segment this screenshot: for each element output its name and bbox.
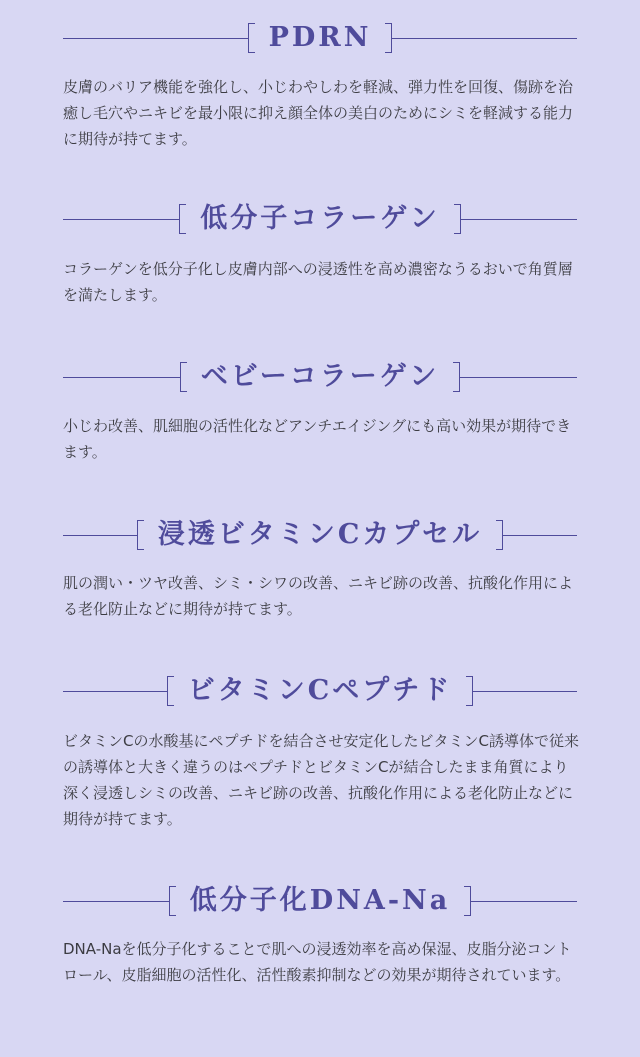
section-description: DNA-Naを低分子化することで肌への浸透効率を高め保湿、皮脂分泌コントロール、皮脂細胞の活性化、活性酸素抑制などの効果が期待されています。: [63, 940, 572, 984]
section-heading: [63, 199, 577, 239]
section-heading: [63, 357, 577, 397]
section-title: ビタミンCペプチド: [187, 675, 453, 706]
heading-rule-left: [63, 535, 137, 536]
bracketed-title: [169, 881, 471, 921]
right-bracket-icon: [385, 23, 392, 53]
heading-rule-right: [503, 535, 577, 536]
heading-rule-left: [63, 377, 180, 378]
heading-rule-right: [460, 377, 577, 378]
section-title: PDRN: [268, 22, 372, 53]
left-bracket-icon: [180, 362, 187, 392]
heading-rule-right: [461, 219, 577, 220]
bracketed-title: [167, 671, 474, 711]
section-description: 皮膚のバリア機能を強化し、小じわやしわを軽減、弾力性を回復、傷跡を治癒し毛穴やニキビを最小限に抑え顔全体の美白のためにシミを軽減する能力に期待が持てます。: [63, 78, 574, 148]
right-bracket-icon: [453, 362, 460, 392]
section-description: 肌の潤い・ツヤ改善、シミ・シワの改善、ニキビ跡の改善、抗酸化作用による老化防止などに期待が持てます。: [63, 574, 574, 618]
left-bracket-icon: [179, 204, 186, 234]
bracketed-title: [137, 515, 503, 555]
left-bracket-icon: [167, 676, 174, 706]
section-heading: [63, 18, 577, 58]
heading-rule-left: [63, 901, 169, 902]
right-bracket-icon: [496, 520, 503, 550]
section-heading: [63, 881, 577, 921]
bracketed-title: [248, 18, 393, 58]
right-bracket-icon: [466, 676, 473, 706]
section-heading: [63, 515, 577, 555]
section-title: 浸透ビタミンCカプセル: [157, 519, 483, 550]
heading-rule-left: [63, 219, 179, 220]
heading-rule-left: [63, 38, 248, 39]
section-description: ビタミンCの水酸基にペプチドを結合させ安定化したビタミンC誘導体で従来の誘導体と大きく違うのはペプチドとビタミンCが結合したまま角質により深く浸透しシミの改善、ニキビ跡の改善、抗酸化作用による老化防止などに期待が持てます。: [63, 732, 579, 828]
right-bracket-icon: [464, 886, 471, 916]
heading-rule-right: [471, 901, 577, 902]
section-title: ベビーコラーゲン: [200, 361, 440, 392]
left-bracket-icon: [137, 520, 144, 550]
section-description: 小じわ改善、肌細胞の活性化などアンチエイジングにも高い効果が期待できます。: [63, 417, 572, 461]
heading-rule-right: [473, 691, 577, 692]
bracketed-title: [179, 199, 460, 239]
section-title: 低分子コラーゲン: [200, 203, 440, 234]
section-heading: [63, 671, 577, 711]
section-description: コラーゲンを低分子化し皮膚内部への浸透性を高め濃密なうるおいで角質層を満たします。: [63, 260, 573, 304]
heading-rule-right: [392, 38, 577, 39]
bracketed-title: [180, 357, 460, 397]
right-bracket-icon: [454, 204, 461, 234]
left-bracket-icon: [248, 23, 255, 53]
section-title: 低分子化DNA-Na: [189, 885, 451, 916]
left-bracket-icon: [169, 886, 176, 916]
heading-rule-left: [63, 691, 167, 692]
